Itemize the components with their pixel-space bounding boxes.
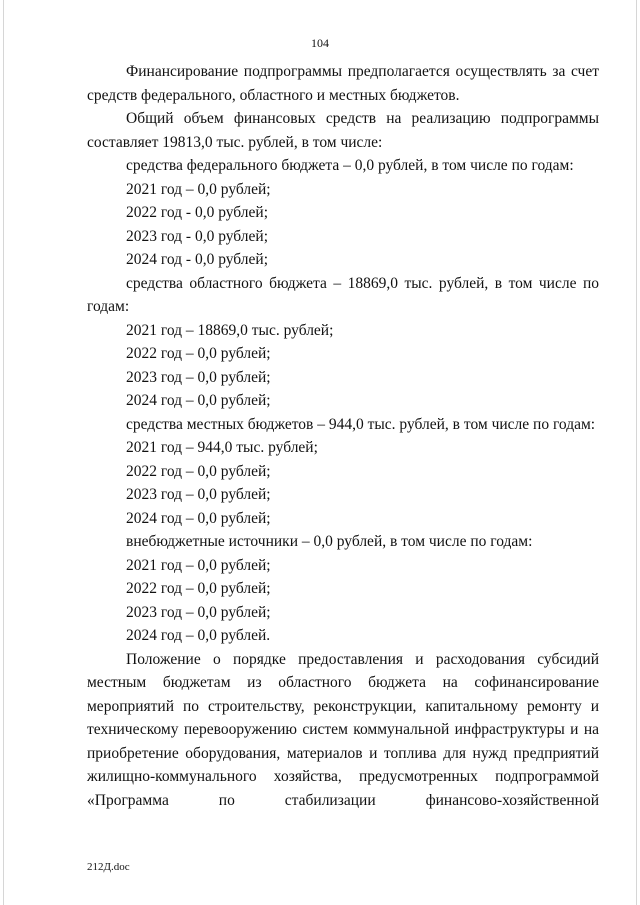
local-year-2023: 2023 год – 0,0 рублей;: [126, 486, 271, 503]
paragraph-financing-sources: Финансирование подпрограммы предполагается осуществлять за счет средств федерального, областного и местных бюджетов.: [87, 63, 599, 104]
local-year-2021: 2021 год – 944,0 тыс. рублей;: [126, 439, 318, 456]
scan-edge-right: [636, 0, 637, 905]
federal-year-2022: 2022 год - 0,0 рублей;: [126, 204, 269, 221]
paragraph-subsidy-regulation: Положение о порядке предоставления и расходования субсидий местным бюджетам из областного бюджета на софинансирование мероприятий по строительству, реконструкции, капитальному ремонту и техническому перевооружению систем коммунальной инфраструктуры и на приобретение оборудования, материалов и топлива для нужд предприятий жилищно-коммунального хозяйства, предусмотренных подпрограммой «Программа по стабилизации финансово-хозяйственной: [87, 650, 599, 809]
regional-budget-heading: средства областного бюджета – 18869,0 тыс. рублей, в том числе по годам:: [87, 274, 599, 315]
regional-year-2022: 2022 год – 0,0 рублей;: [126, 345, 271, 362]
regional-year-2021: 2021 год – 18869,0 тыс. рублей;: [126, 321, 334, 339]
extrabudgetary-year-2022: 2022 год – 0,0 рублей;: [126, 580, 271, 597]
regional-year-2024: 2024 год – 0,0 рублей;: [126, 392, 271, 409]
local-year-2024: 2024 год – 0,0 рублей;: [126, 509, 271, 527]
federal-year-2024: 2024 год - 0,0 рублей;: [126, 251, 269, 268]
federal-year-2021: 2021 год – 0,0 рублей;: [126, 180, 271, 198]
extrabudgetary-year-2024: 2024 год – 0,0 рублей.: [126, 627, 271, 644]
page-number: 104: [311, 36, 329, 50]
local-budget-heading: средства местных бюджетов – 944,0 тыс. рублей, в том числе по годам:: [126, 415, 596, 433]
body-text: [87, 60, 599, 812]
extrabudgetary-year-2023: 2023 год – 0,0 рублей;: [126, 603, 271, 621]
footer-filename: 212Д.doc: [87, 861, 130, 873]
scan-edge-left: [3, 0, 4, 905]
local-year-2022: 2022 год – 0,0 рублей;: [126, 462, 271, 480]
extrabudgetary-year-2021: 2021 год – 0,0 рублей;: [126, 556, 271, 574]
paragraph-total-volume: Общий объем финансовых средств на реализацию подпрограммы составляет 19813,0 тыс. рублей, в том числе:: [87, 110, 599, 151]
federal-year-2023: 2023 год - 0,0 рублей;: [126, 227, 269, 245]
federal-budget-heading: средства федерального бюджета – 0,0 рублей, в том числе по годам:: [126, 157, 574, 174]
extrabudgetary-heading: внебюджетные источники – 0,0 рублей, в том числе по годам:: [126, 533, 533, 550]
regional-year-2023: 2023 год – 0,0 рублей;: [126, 368, 271, 386]
